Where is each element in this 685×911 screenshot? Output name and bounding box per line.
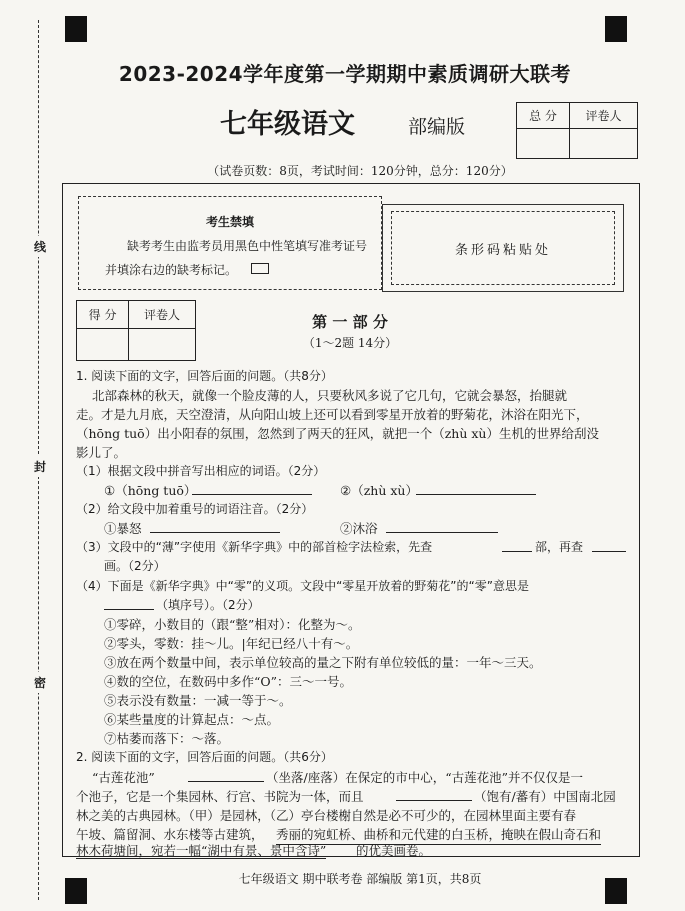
total-score-label: 总 分: [517, 103, 570, 129]
q2-line1-a: “古莲花池”: [92, 770, 155, 785]
section-title: 第 一 部 分: [312, 313, 388, 331]
side-mark-line: 线: [34, 236, 44, 257]
exam-info: （试卷页数：8页，考试时间：120分钟，总分：120分）: [207, 164, 513, 178]
barcode-label: 条形码粘贴处: [391, 211, 615, 285]
q1-sub3-blank2[interactable]: [592, 539, 626, 552]
q1-option-7: ⑦枯萎而落下：～落。: [104, 731, 230, 746]
q2-line2-b: （饱有/蕃有）中国南北园: [474, 789, 616, 804]
total-score-box: [516, 102, 638, 159]
q1-sub4-blank[interactable]: [104, 597, 154, 610]
corner-mark-tl: [65, 16, 87, 42]
q1-sub1-b-blank[interactable]: [416, 482, 536, 495]
section-score-cell[interactable]: [77, 329, 129, 361]
notice-line2: 并填涂右边的缺考标记。: [105, 263, 238, 277]
side-mark-secret: 密: [34, 672, 44, 693]
q1-sub4-a: （4）下面是《新华字典》中“零”的义项。文段中“零星开放着的野菊花”的“零”意思是: [76, 579, 529, 593]
section-score-label: 得 分: [77, 301, 129, 329]
q1-sub3-blank1[interactable]: [502, 539, 532, 552]
q2-line4-b: 秀丽的宛虹桥、曲桥和元代建的白玉桥，掩映在假山奇石和: [276, 825, 601, 845]
exam-title: 2023-2024学年度第一学期期中素质调研大联考: [118, 62, 572, 86]
q1-sub2-b-blank[interactable]: [386, 520, 498, 533]
grader-cell[interactable]: [569, 129, 637, 159]
q1-option-3: ③放在两个数量中间，表示单位较高的量之下附有单位较低的量：一年～三天。: [104, 655, 542, 670]
q1-option-2: ②零头，零数：挂～儿。|年纪已经八十有～。: [104, 636, 359, 651]
q1-option-1: ①零碎，小数目的（跟“整”相对）：化整为～。: [104, 617, 361, 632]
section-grader-label: 评卷人: [129, 301, 196, 329]
q1-sub2-a: ①暴怒: [104, 521, 142, 536]
section-score-box: [76, 300, 196, 361]
q1-sub1: （1）根据文段中拼音写出相应的词语。（2分）: [76, 464, 326, 478]
q2-blank1[interactable]: [188, 769, 264, 782]
total-score-cell[interactable]: [517, 129, 570, 159]
q1-sub2: （2）给文段中加着重号的词语注音。（2分）: [76, 502, 314, 516]
section-grader-cell[interactable]: [129, 329, 196, 361]
q1-sub3-c: 画。（2分）: [104, 559, 166, 573]
page-footer: 七年级语文 期中联考卷 部编版 第1页，共8页: [238, 872, 482, 886]
q2-line1-b: （坐落/座落）在保定的市中心，“古莲花池”并不仅仅是一: [266, 770, 583, 785]
q1-sub1-a: ①（hōng tuō）: [104, 483, 197, 498]
q2-line2-a: 个池子，它是一个集园林、行宫、书院为一体，而且: [76, 789, 364, 804]
q1-passage-line3: （hōng tuō）出小阳春的氛围，忽然到了两天的狂风，就把一个（zhù xù）生机的世界给刮没: [76, 426, 599, 441]
edition-label: 部编版: [408, 116, 466, 138]
q2-blank2[interactable]: [396, 788, 472, 801]
q2-line4-a: 午坡、篇留洞、水东楼等古建筑，: [76, 827, 264, 842]
q1-sub2-b: ②沐浴: [340, 521, 378, 536]
corner-mark-tr: [605, 16, 627, 42]
q1-sub2-a-blank[interactable]: [150, 520, 280, 533]
q2-line3: 林之美的古典园林。（甲）是园林，（乙）亭台楼榭自然是必不可少的，在园林里面主要有春: [76, 808, 577, 823]
q1-passage-line4: 影儿了。: [76, 445, 127, 460]
barcode-area: [382, 204, 624, 292]
corner-mark-br: [605, 878, 627, 904]
notice-title: 考生禁填: [205, 215, 254, 229]
section-range: （1～2题 14分）: [302, 336, 398, 350]
q1-sub4-b: （填序号）。（2分）: [156, 598, 260, 612]
q2-stem: 2. 阅读下面的文字，回答后面的问题。（共6分）: [76, 750, 333, 764]
q1-sub3-a: （3）文段中的“薄”字使用《新华字典》中的部首检字法检索，先查: [76, 540, 433, 554]
q1-sub1-b: ②（zhù xù）: [340, 483, 418, 498]
q1-passage-line1: 北部森林的秋天，就像一个脸皮薄的人，只要秋风多说了它几句，它就会暴怒，抬腿就: [92, 388, 568, 403]
corner-mark-bl: [65, 878, 87, 904]
q1-option-4: ④数的空位，在数码中多作“O”：三～一号。: [104, 674, 353, 689]
q1-option-5: ⑤表示没有数量：一减一等于～。: [104, 693, 292, 708]
q2-line5-a: 林木荷塘间，宛若一幅“湖中有景、景中含诗”: [76, 843, 327, 858]
q1-passage-line2: 走。才是九月底，天空澄清，从向阳山坡上还可以看到零星开放着的野菊花，沐浴在阳光下，: [76, 407, 589, 422]
side-mark-seal: 封: [34, 456, 44, 477]
absence-checkbox[interactable]: [251, 263, 269, 274]
grader-label: 评卷人: [569, 103, 637, 129]
absence-notice: [78, 196, 382, 290]
q1-option-6: ⑥某些量度的计算起点：～点。: [104, 712, 280, 727]
notice-line1: 缺考考生由监考员用黑色中性笔填写准考证号: [127, 239, 368, 253]
q2-line5-b: 的优美画卷。: [356, 843, 432, 858]
q1-sub3-b: 部，再查: [535, 540, 584, 554]
q1-sub1-a-blank[interactable]: [192, 482, 312, 495]
subject-title: 七年级语文: [220, 109, 355, 140]
q1-stem: 1. 阅读下面的文字，回答后面的问题。（共8分）: [76, 369, 333, 383]
